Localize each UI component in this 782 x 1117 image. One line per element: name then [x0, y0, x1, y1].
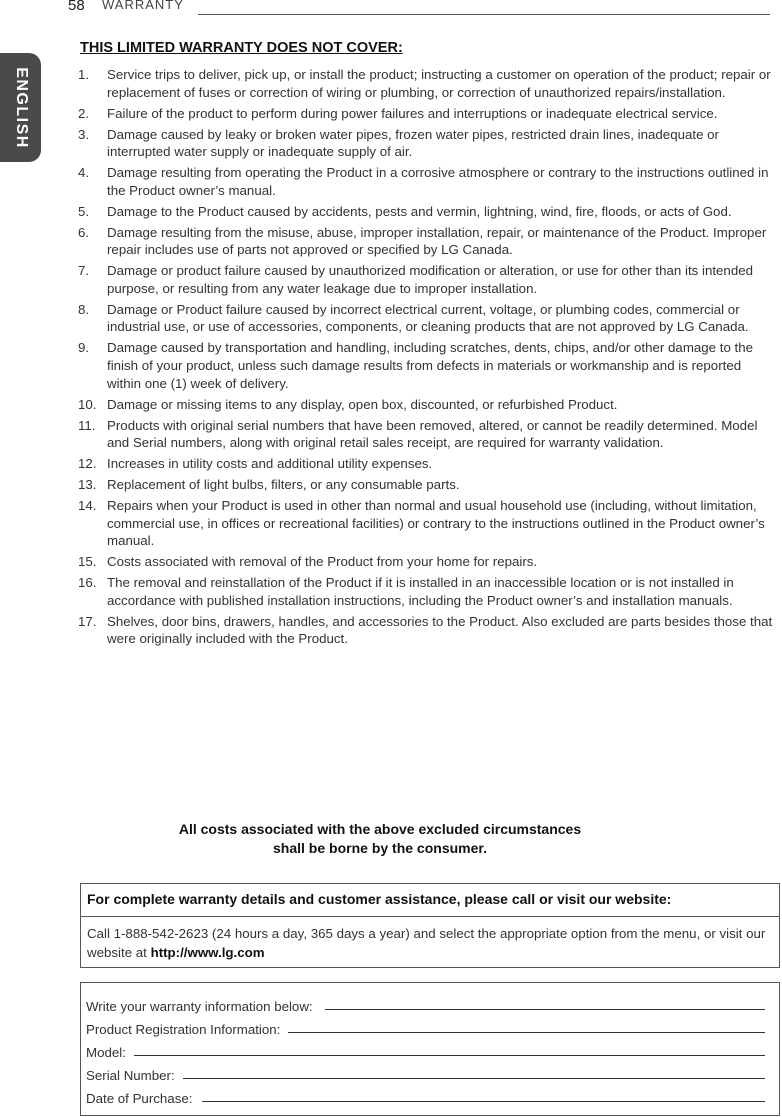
cost-notice-line-2: shall be borne by the consumer.	[273, 840, 487, 856]
list-item	[78, 553, 778, 571]
list-item	[78, 203, 778, 221]
page-number: 58	[68, 0, 85, 14]
list-item	[78, 396, 778, 414]
cost-notice	[100, 820, 660, 858]
list-item-number: 8.	[78, 301, 90, 317]
list-item-text: Shelves, door bins, drawers, handles, and accessories to the Product. Also excluded are parts besides those that were originally included with the Product.	[107, 613, 773, 647]
list-item-text: Replacement of light bulbs, filters, or any consumable parts.	[107, 477, 460, 493]
list-item-text: Damage caused by leaky or broken water pipes, frozen water pipes, restricted drain lines, inadequate or interrupted water supply or inadequate supply of air.	[107, 126, 719, 160]
list-item-number: 7.	[78, 263, 90, 279]
header-divider	[198, 14, 770, 15]
list-item-text: Damage resulting from the misuse, abuse, improper installation, repair, or maintenance of the Product. Improper repair includes use of parts not approved or specified by LG Canada.	[107, 224, 767, 258]
exclusions-heading: THIS LIMITED WARRANTY DOES NOT COVER:	[80, 40, 403, 56]
list-item-text: Damage to the Product caused by accidents, pests and vermin, lightning, wind, fire, floods, or acts of God.	[107, 203, 732, 219]
list-item-number: 6.	[78, 224, 90, 240]
list-item-text: Increases in utility costs and additional utility expenses.	[107, 456, 433, 472]
list-item-text: Damage caused by transportation and handling, including scratches, dents, chips, and/or other damage to the finish of your product, unless such damage results from defects in materials or workmanship and is reported within one (1) week of delivery.	[107, 340, 754, 391]
list-item-text: Repairs when your Product is used in other than normal and usual household use (including, without limitation, commercial use, in offices or recreational facilities) or contrary to the instructions outlined in the Product owner’s manual.	[107, 498, 765, 549]
contact-heading: For complete warranty details and customer assistance, please call or visit our website:	[81, 884, 779, 917]
list-item-text: Products with original serial numbers that have been removed, altered, or cannot be readily determined. Model and Serial numbers, along with original retail sales receipt, are required for warranty validation.	[107, 417, 758, 451]
form-intro-row	[86, 994, 765, 1014]
language-tab	[0, 53, 41, 162]
registration-label: Product Registration Information:	[86, 1022, 281, 1037]
form-intro-label: Write your warranty information below:	[86, 999, 313, 1014]
model-row	[86, 1040, 765, 1060]
list-item-text: Damage or product failure caused by unauthorized modification or alteration, or use for other than its intended purpose, or resulting from any water leakage due to improper installation.	[107, 263, 754, 296]
list-item-number: 4.	[78, 165, 90, 181]
purchase-date-row	[86, 1086, 765, 1106]
list-item	[78, 497, 778, 550]
warranty-info-form	[80, 982, 780, 1116]
list-item-text: The removal and reinstallation of the Product if it is installed in an inaccessible location or is not installed in accordance with published installation instructions, including the Product owner’s and installation manuals.	[107, 575, 734, 608]
model-line[interactable]	[134, 1055, 765, 1056]
list-item	[78, 301, 778, 336]
section-title: WARRANTY	[102, 0, 184, 12]
list-item	[78, 417, 778, 452]
list-item	[78, 262, 778, 297]
list-item-number: 11.	[78, 417, 96, 433]
serial-label: Serial Number:	[86, 1068, 175, 1083]
list-item-number: 17.	[78, 613, 97, 629]
contact-box	[80, 883, 780, 968]
list-item-number: 1.	[78, 67, 90, 82]
exclusions-list	[78, 66, 778, 651]
serial-line[interactable]	[183, 1078, 765, 1079]
registration-row	[86, 1017, 765, 1037]
list-item	[78, 66, 778, 101]
list-item-text: Failure of the product to perform during power failures and interruptions or inadequate electrical service.	[107, 105, 718, 121]
list-item	[78, 224, 778, 259]
list-item-text: Damage or missing items to any display, open box, discounted, or refurbished Product.	[107, 396, 618, 412]
serial-row	[86, 1063, 765, 1083]
list-item-text: Service trips to deliver, pick up, or install the product; instructing a customer on operation of the product; repair or replacement of fuses or correction of wiring or plumbing, or correction of unauthorized repairs/installation.	[107, 67, 771, 100]
list-item	[78, 105, 778, 123]
cost-notice-line-1: All costs associated with the above excluded circumstances	[178, 821, 582, 837]
contact-text: Call 1-888-542-2623 (24 hours a day, 365 days a year) and select the appropriate option from the menu, or visit our website at	[87, 926, 766, 960]
list-item	[78, 476, 778, 494]
purchase-date-label: Date of Purchase:	[86, 1091, 193, 1106]
list-item-number: 3.	[78, 126, 90, 142]
list-item-text: Costs associated with removal of the Product from your home for repairs.	[107, 554, 538, 570]
registration-line[interactable]	[288, 1032, 765, 1033]
list-item-number: 14.	[78, 498, 97, 514]
list-item	[78, 126, 778, 161]
language-tab-label: ENGLISH	[12, 66, 30, 149]
model-label: Model:	[86, 1045, 126, 1060]
contact-body	[81, 917, 779, 962]
list-item-text: Damage resulting from operating the Product in a corrosive atmosphere or contrary to the instructions outlined in the Product owner’s manual.	[107, 165, 769, 198]
list-item-number: 15.	[78, 554, 97, 570]
list-item	[78, 455, 778, 473]
list-item-number: 9.	[78, 340, 90, 356]
list-item-number: 12.	[78, 456, 97, 472]
list-item	[78, 574, 778, 609]
form-intro-line[interactable]	[325, 1009, 765, 1010]
list-item-number: 16.	[78, 575, 97, 591]
purchase-date-line[interactable]	[202, 1101, 765, 1102]
list-item-number: 5.	[78, 203, 90, 219]
list-item	[78, 339, 778, 392]
list-item-number: 13.	[78, 477, 97, 493]
list-item-text: Damage or Product failure caused by incorrect electrical current, voltage, or plumbing codes, commercial or industrial use, or use of accessories, components, or cleaning products that are not approved by LG Canada.	[107, 301, 749, 335]
list-item	[78, 164, 778, 199]
list-item-number: 10.	[78, 396, 97, 412]
website-link[interactable]: http://www.lg.com	[150, 945, 265, 960]
list-item	[78, 613, 778, 648]
list-item-number: 2.	[78, 105, 90, 121]
page-header	[68, 0, 782, 16]
